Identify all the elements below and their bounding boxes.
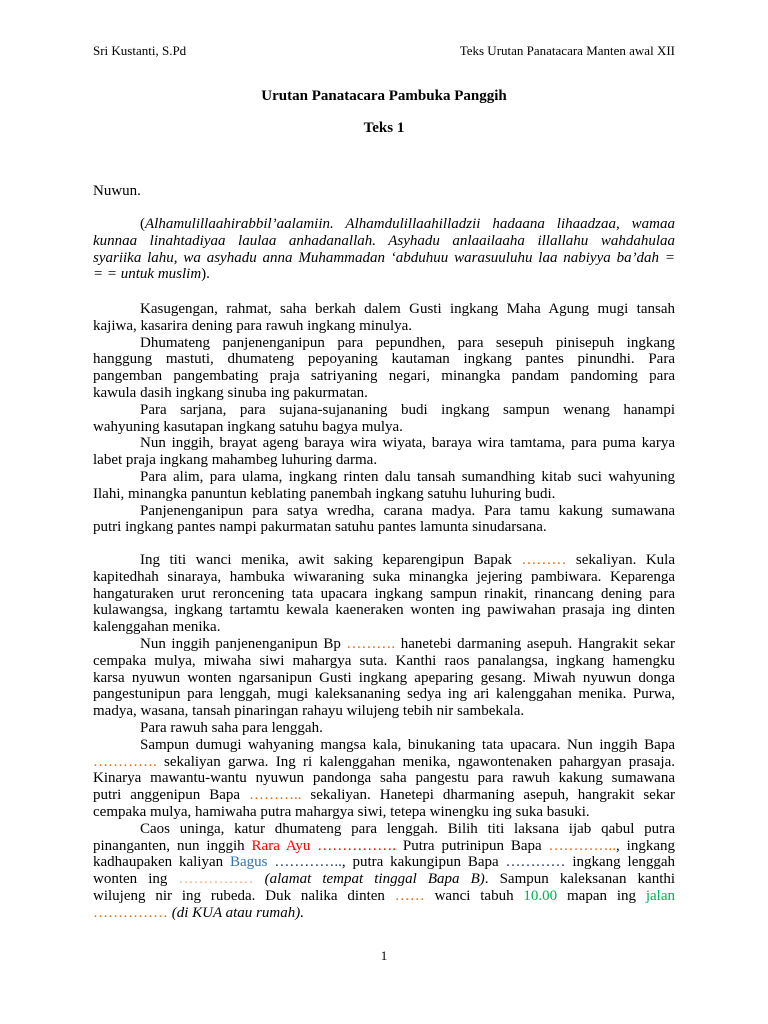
document-title: Urutan Panatacara Pambuka Panggih	[261, 88, 507, 104]
text-line: karsa nyuwun wonten ngarsanipun Gusti ingkang apeparing gesang. Miwah nyuwun donga	[93, 669, 675, 686]
text-line	[93, 754, 675, 771]
highlighted-text: Rara Ayu	[251, 837, 311, 854]
text-segment: Ing titi wanci menika, awit saking keparengipun Bapak	[140, 552, 522, 568]
text-line: Para rawuh saha para lenggah.	[140, 719, 323, 736]
highlighted-text: jalan	[645, 887, 676, 904]
blank-placeholder: …………….	[317, 837, 397, 854]
text-line	[93, 552, 675, 569]
text-segment: sekaliyan. Hanetepi dharmaning asepuh, hangrakit sekar	[301, 787, 675, 804]
blank-placeholder: …………..	[548, 837, 617, 854]
paragraph	[93, 503, 675, 537]
text-segment: . Sampun kaleksanan kanthi	[484, 871, 676, 888]
paragraph	[93, 402, 675, 436]
text-segment: pinanganten, nun inggih	[93, 837, 252, 854]
text-segment: sekaliyan garwa. Ing ri kalenggahan menika, ngawontenaken pahargyan prasaja.	[156, 753, 675, 770]
text-segment: ingkang lenggah	[565, 854, 676, 871]
text-line: kawula dasih ingkang sinuba ing pakurmatan.	[93, 384, 368, 401]
paragraph	[93, 821, 675, 922]
text-line: Kinarya mawantu-wantu nyuwun pandonga saha pangestu para rawuh kakung sumawana	[93, 770, 675, 787]
text-segment: hanetebi darmaning asepuh. Hangrakit sekar	[395, 635, 676, 652]
text-line: kalenggahan menika.	[93, 619, 221, 636]
blank-placeholder: ………..	[248, 787, 302, 804]
text-line	[93, 888, 675, 905]
text-line: pangemban pangembating praja satriyaning negari, minangka pandam pandoming para	[93, 368, 675, 385]
paragraph	[93, 552, 675, 636]
text-line: Kasugengan, rahmat, saha berkah dalem Gusti ingkang Maha Agung mugi tansah	[140, 301, 675, 317]
text-line: putri ingkang pantes nampi pakurmatan satuhu pantes lamunta sinudarsana.	[93, 519, 547, 536]
text-line: Sampun dumugi wahyaning mangsa kala, binukaning tata upacara. Nun inggih Bapa	[140, 736, 675, 753]
text-line: wahyuning kasutapan ingkang satuhu bagya mulya.	[93, 418, 403, 435]
paragraph	[93, 636, 675, 720]
text-segment: mapan ing	[557, 887, 646, 904]
text-segment: (	[140, 216, 145, 232]
text-segment: , putra kakungipun Bapa	[341, 854, 506, 871]
salutation-section	[93, 301, 675, 536]
text-line: Para sarjana, para sujana-sujananing budi ingkang sampun wenang hanampi	[140, 401, 675, 418]
text-line	[93, 787, 675, 804]
highlighted-text: syariika lahu, wa asyhadu anna Muhammadan ‘abduhuu warasuuluhu laa nabiyya ba’dah =	[93, 249, 675, 266]
text-line: Caos uninga, katur dhumateng para lenggah. Bilih titi laksana ijab qabul putra	[140, 820, 675, 837]
highlighted-text: = = untuk muslim	[93, 266, 202, 283]
blank-placeholder: …………	[505, 854, 566, 871]
text-line: madya, wasana, tansah pinaringan rahayu wilujeng tebih nir sambekala.	[93, 703, 525, 720]
text-line: hangaturaken urut reroncening tata upacara ingkang sampun rinakit, rinancang dening para	[93, 585, 675, 602]
opening-prayer-section	[93, 216, 675, 283]
text-line	[93, 216, 675, 233]
blank-placeholder: ……………	[93, 904, 168, 921]
text-line: Para alim, para ulama, ingkang rinten dalu tansah sumandhing kitab suci wahyuning	[140, 468, 675, 485]
text-line: kulawangsa, ingkang tartamtu kewala kaeneraken wonten ing pawiwahan prasaja ing dinten	[93, 602, 675, 619]
text-segment: putri anggenipun Bapa	[93, 787, 249, 804]
paragraph	[93, 435, 675, 469]
text-line: kajiwa, kasarira dening para rawuh ingkang minulya.	[93, 317, 413, 334]
blank-placeholder: …………..	[274, 854, 342, 871]
text-line	[93, 871, 675, 888]
text-line: Panjenenganipun para satya wredha, carana madya. Para tamu kakung sumawana	[140, 502, 675, 519]
document-subtitle: Teks 1	[363, 120, 405, 136]
text-segment: wilujeng nir ing rubeda. Duk nalika dinten	[93, 887, 395, 904]
text-segment	[254, 871, 265, 887]
text-segment: wonten ing	[93, 871, 179, 888]
text-line: Ilahi, minangka panuntun keblating panembah ingkang satuhu luhuring budi.	[93, 485, 556, 502]
text-line	[93, 905, 675, 922]
blank-placeholder: ……….	[346, 635, 396, 652]
blank-placeholder: ………….	[93, 753, 157, 770]
text-line	[93, 854, 675, 871]
highlighted-text: 10.00	[523, 887, 558, 904]
paragraph	[93, 469, 675, 503]
paragraph	[93, 335, 675, 402]
text-line: Dhumateng panjenenganipun para pepundhen, para sesepuh pinisepuh ingkang	[140, 334, 675, 351]
text-line: cempaka mulya, hamiwaha putra mahargya siwi, tetepa winengku ing suka basuki.	[93, 803, 590, 820]
text-segment: sekaliyan. Kula	[566, 552, 675, 568]
text-line: labet praja ingkang mahambeg luhuring darma.	[93, 452, 378, 469]
highlighted-text: Bagus	[230, 854, 268, 871]
text-segment: ).	[201, 266, 210, 283]
text-line	[93, 636, 675, 653]
highlighted-text: Alhamulillaahirabbil’aalamiin. Alhamdulillaahilladzii hadaana lihaadzaa, wamaa	[145, 216, 675, 232]
header-author: Sri Kustanti, S.Pd	[93, 43, 187, 58]
text-line	[93, 250, 675, 267]
highlighted-text: (di KUA atau rumah).	[171, 904, 304, 921]
text-line: cempaka mulya, miwaha siwi mahargya suta. Kanthi raos panalangsa, ingkang hamengku	[93, 652, 675, 669]
text-line	[93, 233, 675, 250]
paragraph	[93, 216, 675, 283]
paragraph	[93, 720, 675, 737]
text-segment: Nun inggih panjenenganipun Bp	[140, 635, 347, 652]
text-segment: Putra putrinipun Bapa	[396, 837, 549, 854]
text-line: Nun inggih, brayat ageng baraya wira wiyata, baraya wira tamtama, para puma karya	[140, 435, 675, 452]
paragraph	[93, 737, 675, 821]
blank-placeholder: ……………	[178, 871, 254, 888]
page-number: 1	[380, 948, 388, 963]
text-line	[93, 266, 675, 283]
page-header	[93, 43, 675, 59]
paragraph	[93, 301, 675, 335]
header-document-label: Teks Urutan Panatacara Manten awal XII	[459, 43, 675, 58]
highlighted-text: (alamat tempat tinggal Bapa B)	[264, 871, 485, 888]
text-line	[93, 838, 675, 855]
blank-placeholder: ………	[521, 552, 567, 568]
text-line: kapitedhah sinaraya, hambuka wiwaraning suka minangka jejering pambiwara. Keparenga	[93, 568, 675, 585]
text-segment: wanci tabuh	[424, 887, 524, 904]
text-line: hanggung mastuti, dhumateng pepoyaning kautaman ingkang pantes pinundhi. Para	[93, 351, 675, 368]
highlighted-text: kunnaa linahtadiyaa laulaa anhadanallah. Asyhadu anlaailaaha illallahu wahdahulaa	[93, 232, 675, 249]
text-line: pangestunipun para lenggah, mugi kaleksananing sedya ing ari kalenggahan menika. Purwa,	[93, 686, 675, 703]
text-segment: , ingkang	[616, 837, 675, 854]
text-segment: kadhaupaken kaliyan	[93, 854, 230, 871]
ceremony-opening-section	[93, 552, 675, 922]
greeting: Nuwun.	[93, 183, 141, 199]
blank-placeholder: ……	[394, 887, 425, 904]
